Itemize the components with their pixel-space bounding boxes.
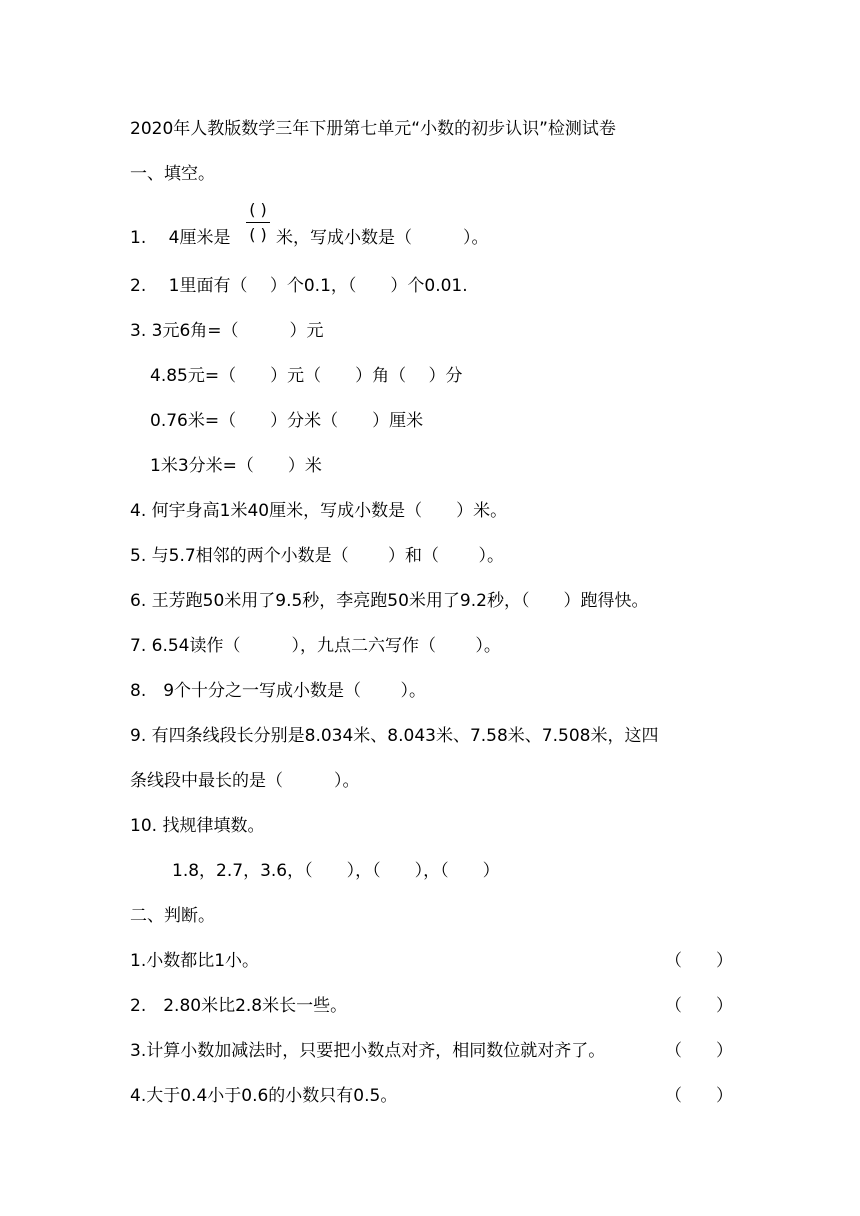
question-2: 2. 1里面有（ ）个0.1，（ ）个0.01.	[130, 276, 468, 296]
question-3-c: 0.76米=（ ）分米（ ）厘米	[150, 411, 424, 431]
fraction-bar	[246, 222, 270, 223]
judge-item-3: 3.计算小数加减法时，只要把小数点对齐，相同数位就对齐了。	[130, 1041, 606, 1061]
judge-item-4: 4.大于0.4小于0.6的小数只有0.5。	[130, 1086, 398, 1106]
page-title: 2020年人教版数学三年下册第七单元“小数的初步认识”检测试卷	[130, 119, 616, 139]
question-8: 8. 9个十分之一写成小数是（ ）。	[130, 681, 426, 701]
question-5: 5. 与5.7相邻的两个小数是（ ）和（ ）。	[130, 546, 504, 566]
question-10-sequence: 1.8，2.7，3.6，（ ），（ ），（ ）	[172, 861, 500, 881]
fraction-denominator: ( )	[249, 225, 267, 244]
question-3-b: 4.85元=（ ）元（ ）角（ ）分	[150, 366, 463, 386]
question-1-suffix: 米，写成小数是（ ）。	[276, 228, 489, 248]
judge-item-2: 2. 2.80米比2.8米长一些。	[130, 996, 348, 1016]
question-9-line-1: 9. 有四条线段长分别是8.034米、8.043米、7.58米、7.508米，这四	[130, 726, 659, 746]
question-10: 10. 找规律填数。	[130, 816, 265, 836]
judge-item-1: 1.小数都比1小。	[130, 951, 260, 971]
question-7: 7. 6.54读作（ ），九点二六写作（ ）。	[130, 636, 501, 656]
question-6: 6. 王芳跑50米用了9.5秒，李亮跑50米用了9.2秒，（ ）跑得快。	[130, 591, 649, 611]
judge-answer-2: （ ）	[665, 996, 733, 1016]
judge-answer-4: （ ）	[665, 1086, 733, 1106]
question-3: 3. 3元6角=（ ）元	[130, 321, 324, 341]
question-1-prefix: 1. 4厘米是	[130, 228, 231, 248]
fraction-numerator: ( )	[249, 200, 267, 219]
fraction-blank	[246, 200, 270, 245]
judge-answer-1: （ ）	[665, 951, 733, 971]
question-4: 4. 何宇身高1米40厘米，写成小数是（ ）米。	[130, 501, 508, 521]
question-9-line-2: 条线段中最长的是（ ）。	[130, 771, 360, 791]
section-heading-fill-blank: 一、填空。	[130, 164, 215, 184]
section-heading-judge: 二、判断。	[130, 906, 215, 926]
question-3-d: 1米3分米=（ ）米	[150, 456, 322, 476]
judge-answer-3: （ ）	[665, 1041, 733, 1061]
